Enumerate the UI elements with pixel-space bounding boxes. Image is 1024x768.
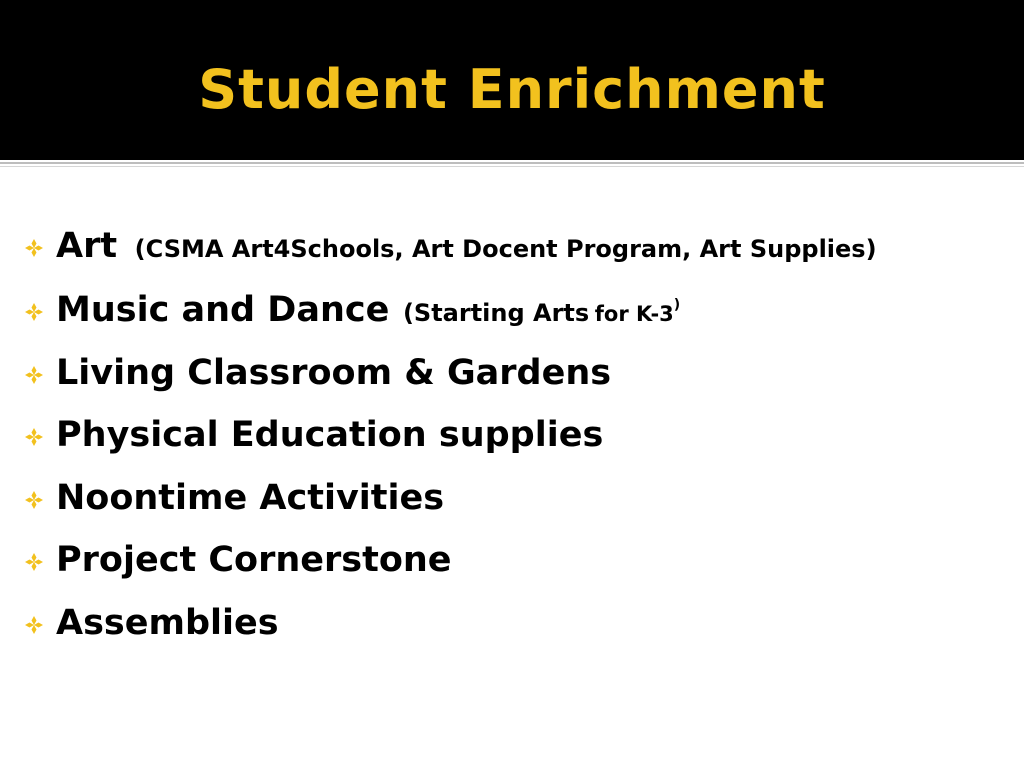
diamond-bullet-icon [24,552,44,572]
diamond-bullet-icon [24,615,44,635]
bullet-text [56,290,680,330]
list-item [0,351,1024,401]
bullet-text [56,478,444,518]
bullet-main-text: Assemblies [56,603,279,643]
bullet-text [56,603,279,643]
list-item [0,476,1024,526]
slide-title: Student Enrichment [198,58,826,121]
bullet-text [56,540,452,580]
bullet-text [56,226,877,266]
bullet-note-paren: ) [673,297,681,313]
bullet-note: (Starting Arts [402,299,590,327]
list-item [0,288,1024,338]
bullet-note: (CSMA Art4Schools, Art Docent Program, Art Supplies) [134,235,877,263]
bullet-main-text: Noontime Activities [56,478,445,518]
bullet-main-text: Living Classroom & Gardens [56,353,612,393]
diamond-bullet-icon [24,238,44,258]
list-item [0,538,1024,588]
title-bar [0,0,1024,160]
title-divider [0,162,1024,164]
list-item [0,224,1024,274]
bullet-main-text: Physical Education supplies [56,415,604,455]
bullet-text [56,353,611,393]
bullet-main-text: Music and Dance [56,290,390,330]
diamond-bullet-icon [24,302,44,322]
list-item [0,413,1024,463]
bullet-note-small: for K-3 [594,302,674,326]
title-divider-secondary [0,166,1024,167]
bullet-main-text: Art [56,226,118,266]
bullet-main-text: Project Cornerstone [56,540,452,580]
diamond-bullet-icon [24,427,44,447]
diamond-bullet-icon [24,365,44,385]
list-item [0,601,1024,651]
bullet-text [56,415,603,455]
diamond-bullet-icon [24,490,44,510]
